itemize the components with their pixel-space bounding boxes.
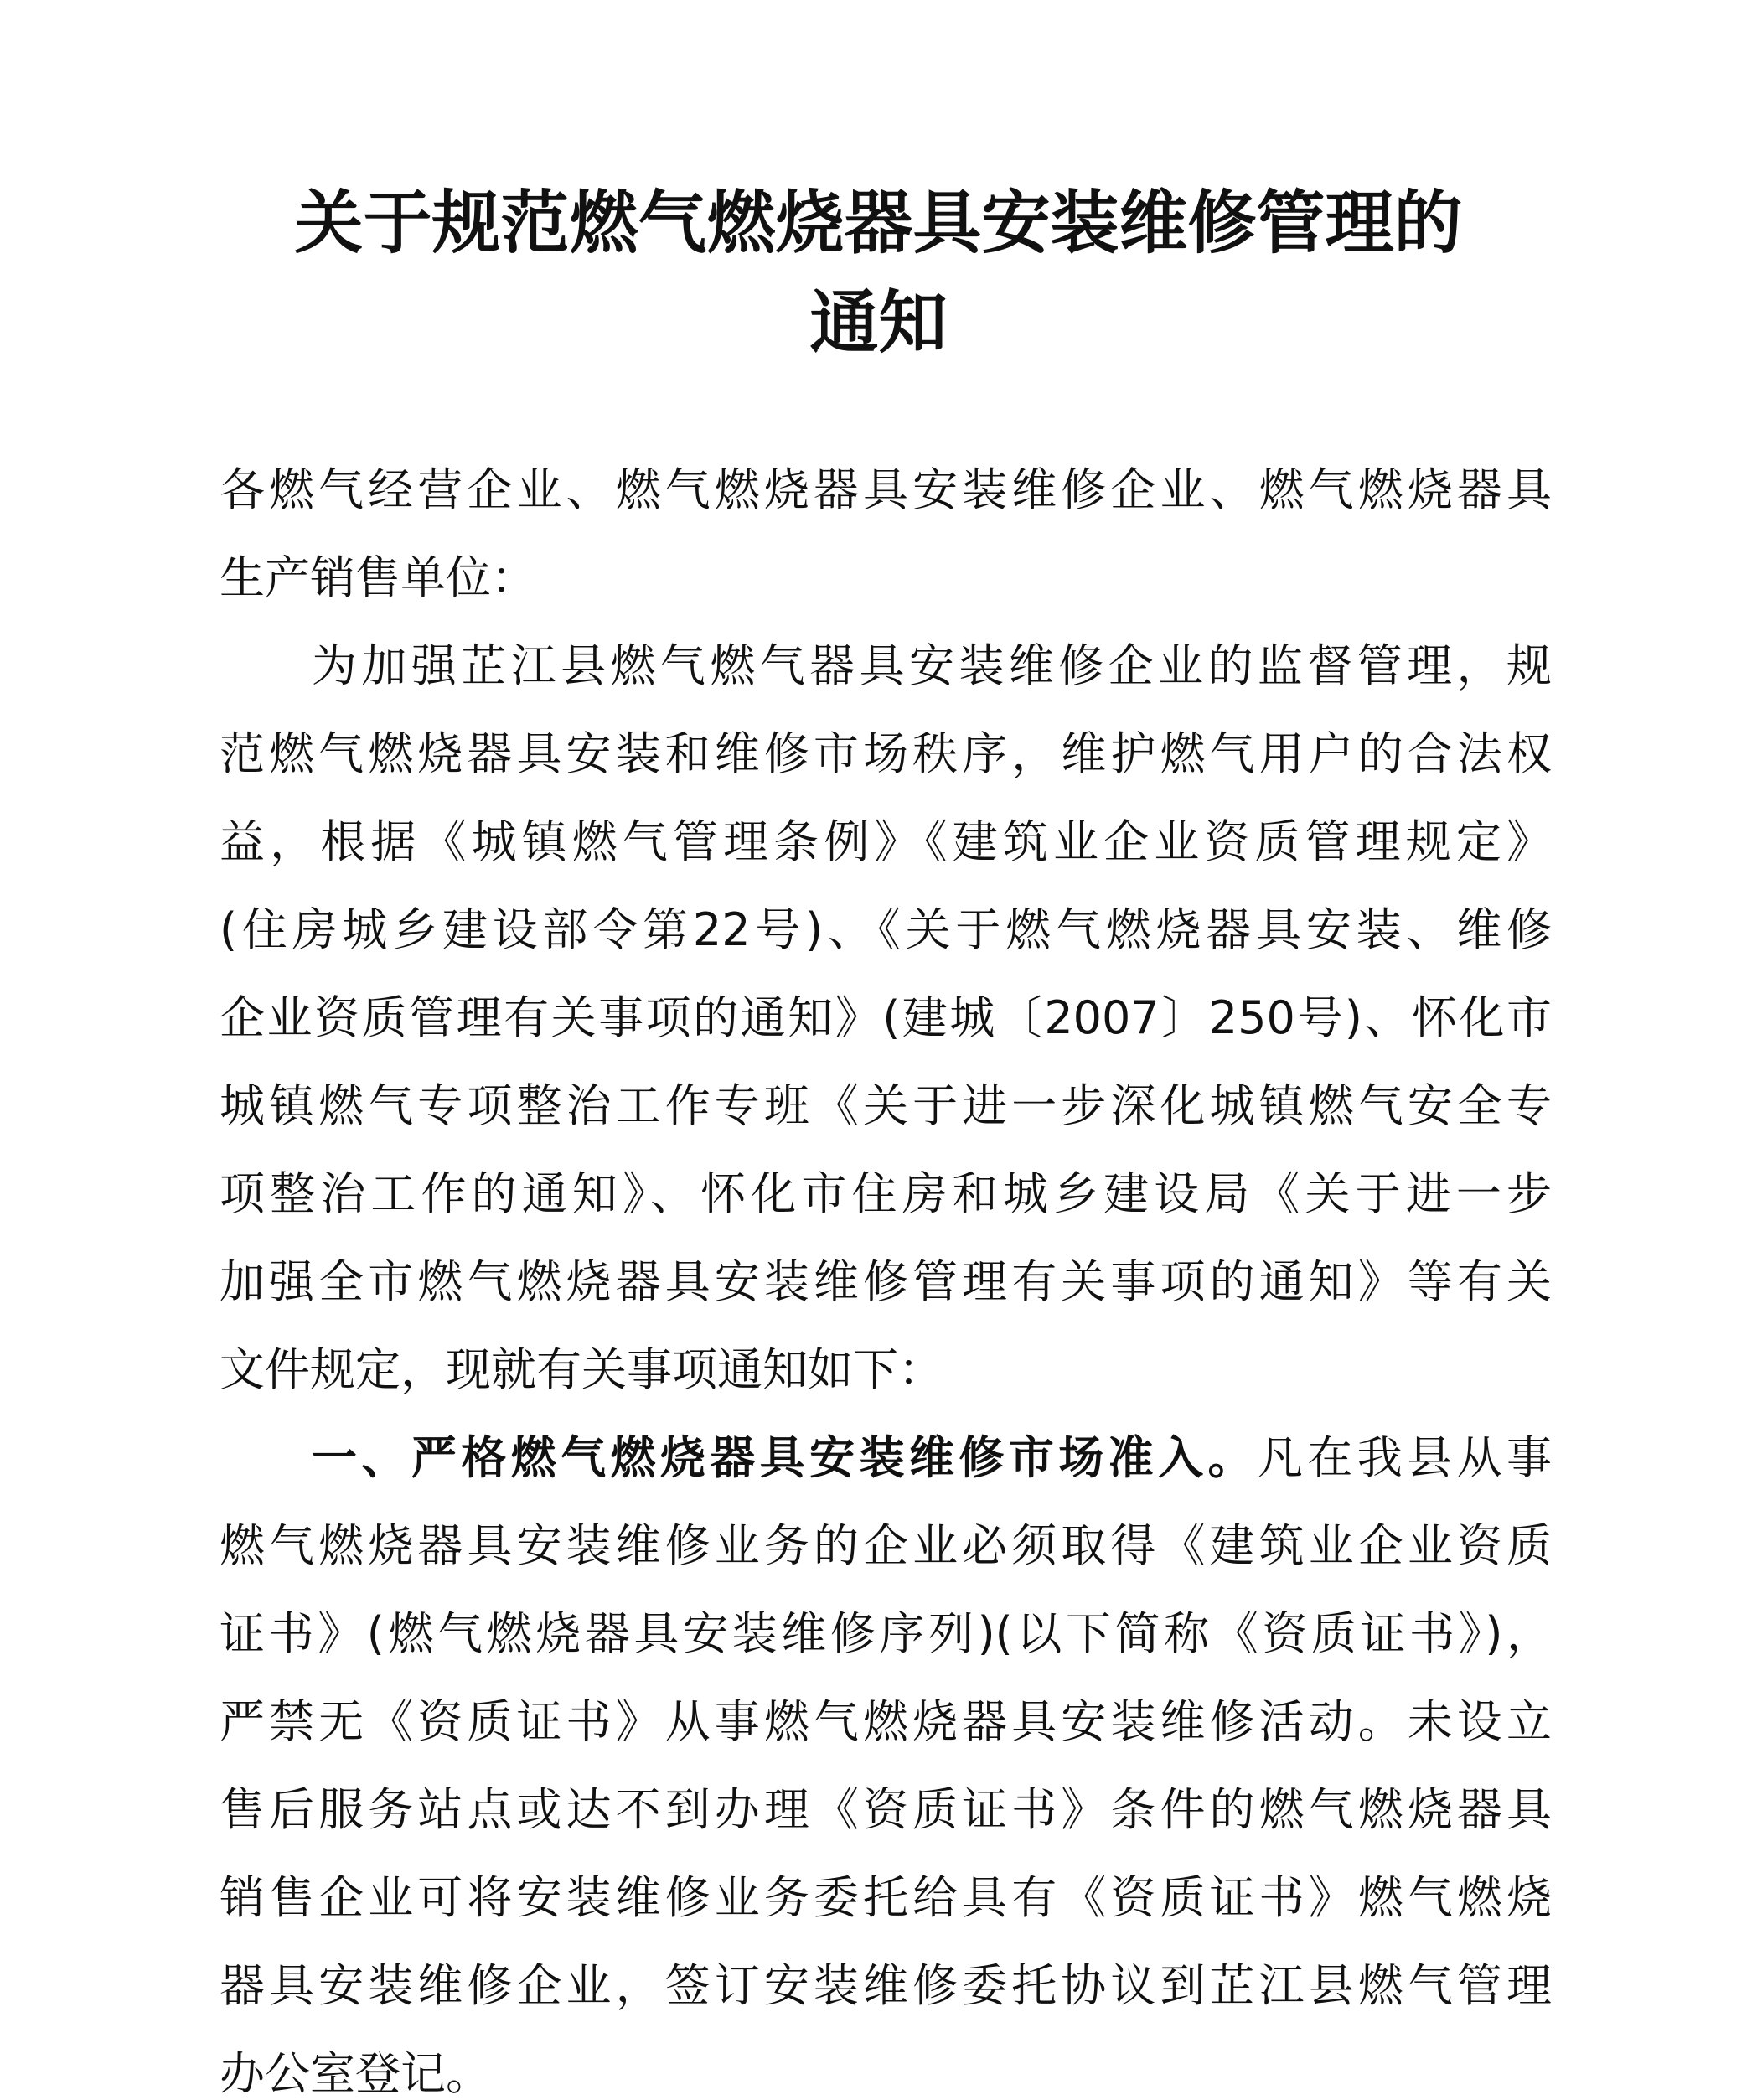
intro-line-4: (住房城乡建设部令第22号)、《关于燃气燃烧器具安装、维修 bbox=[220, 903, 1552, 956]
section-1-line-4: 严禁无《资质证书》从事燃气燃烧器具安装维修活动。未设立 bbox=[220, 1695, 1552, 1748]
section-1-first-line bbox=[220, 1431, 1553, 1484]
section-1-line-6: 销售企业可将安装维修业务委托给具有《资质证书》燃气燃烧 bbox=[220, 1871, 1552, 1924]
intro-line-9: 文件规定，现就有关事项通知如下： bbox=[220, 1343, 943, 1396]
intro-line-5: 企业资质管理有关事项的通知》(建城〔2007〕250号)、怀化市 bbox=[220, 991, 1552, 1044]
section-1-line-7: 器具安装维修企业，签订安装维修委托协议到芷江县燃气管理 bbox=[220, 1959, 1552, 2012]
section-1-heading: 一、严格燃气燃烧器具安装维修市场准入。 bbox=[312, 1431, 1258, 1484]
intro-line-8: 加强全市燃气燃烧器具安装维修管理有关事项的通知》等有关 bbox=[220, 1255, 1552, 1308]
section-1-line-5: 售后服务站点或达不到办理《资质证书》条件的燃气燃烧器具 bbox=[220, 1783, 1552, 1836]
intro-line-7: 项整治工作的通知》、怀化市住房和城乡建设局《关于进一步 bbox=[220, 1167, 1552, 1220]
intro-line-3: 益，根据《城镇燃气管理条例》《建筑业企业资质管理规定》 bbox=[220, 815, 1552, 868]
section-1-first-line-text: 凡在我县从事 bbox=[1257, 1431, 1553, 1484]
section-1-line-3: 证书》(燃气燃烧器具安装维修序列)(以下简称《资质证书》)， bbox=[220, 1607, 1552, 1660]
document-title-line-1: 关于规范燃气燃烧器具安装维修管理的 bbox=[294, 184, 1463, 263]
intro-line-6: 城镇燃气专项整治工作专班《关于进一步深化城镇燃气安全专 bbox=[220, 1079, 1552, 1132]
intro-line-2: 范燃气燃烧器具安装和维修市场秩序，维护燃气用户的合法权 bbox=[220, 727, 1552, 780]
section-1-line-8: 办公室登记。 bbox=[220, 2047, 491, 2100]
addressee-line-2: 生产销售单位： bbox=[220, 551, 536, 604]
intro-line-1: 为加强芷江县燃气燃气器具安装维修企业的监督管理，规 bbox=[312, 639, 1552, 692]
addressee-line-1: 各燃气经营企业、燃气燃烧器具安装维修企业、燃气燃烧器具 bbox=[220, 463, 1552, 516]
section-1-line-2: 燃气燃烧器具安装维修业务的企业必须取得《建筑业企业资质 bbox=[220, 1519, 1552, 1572]
document-title-line-2: 通知 bbox=[809, 283, 948, 363]
